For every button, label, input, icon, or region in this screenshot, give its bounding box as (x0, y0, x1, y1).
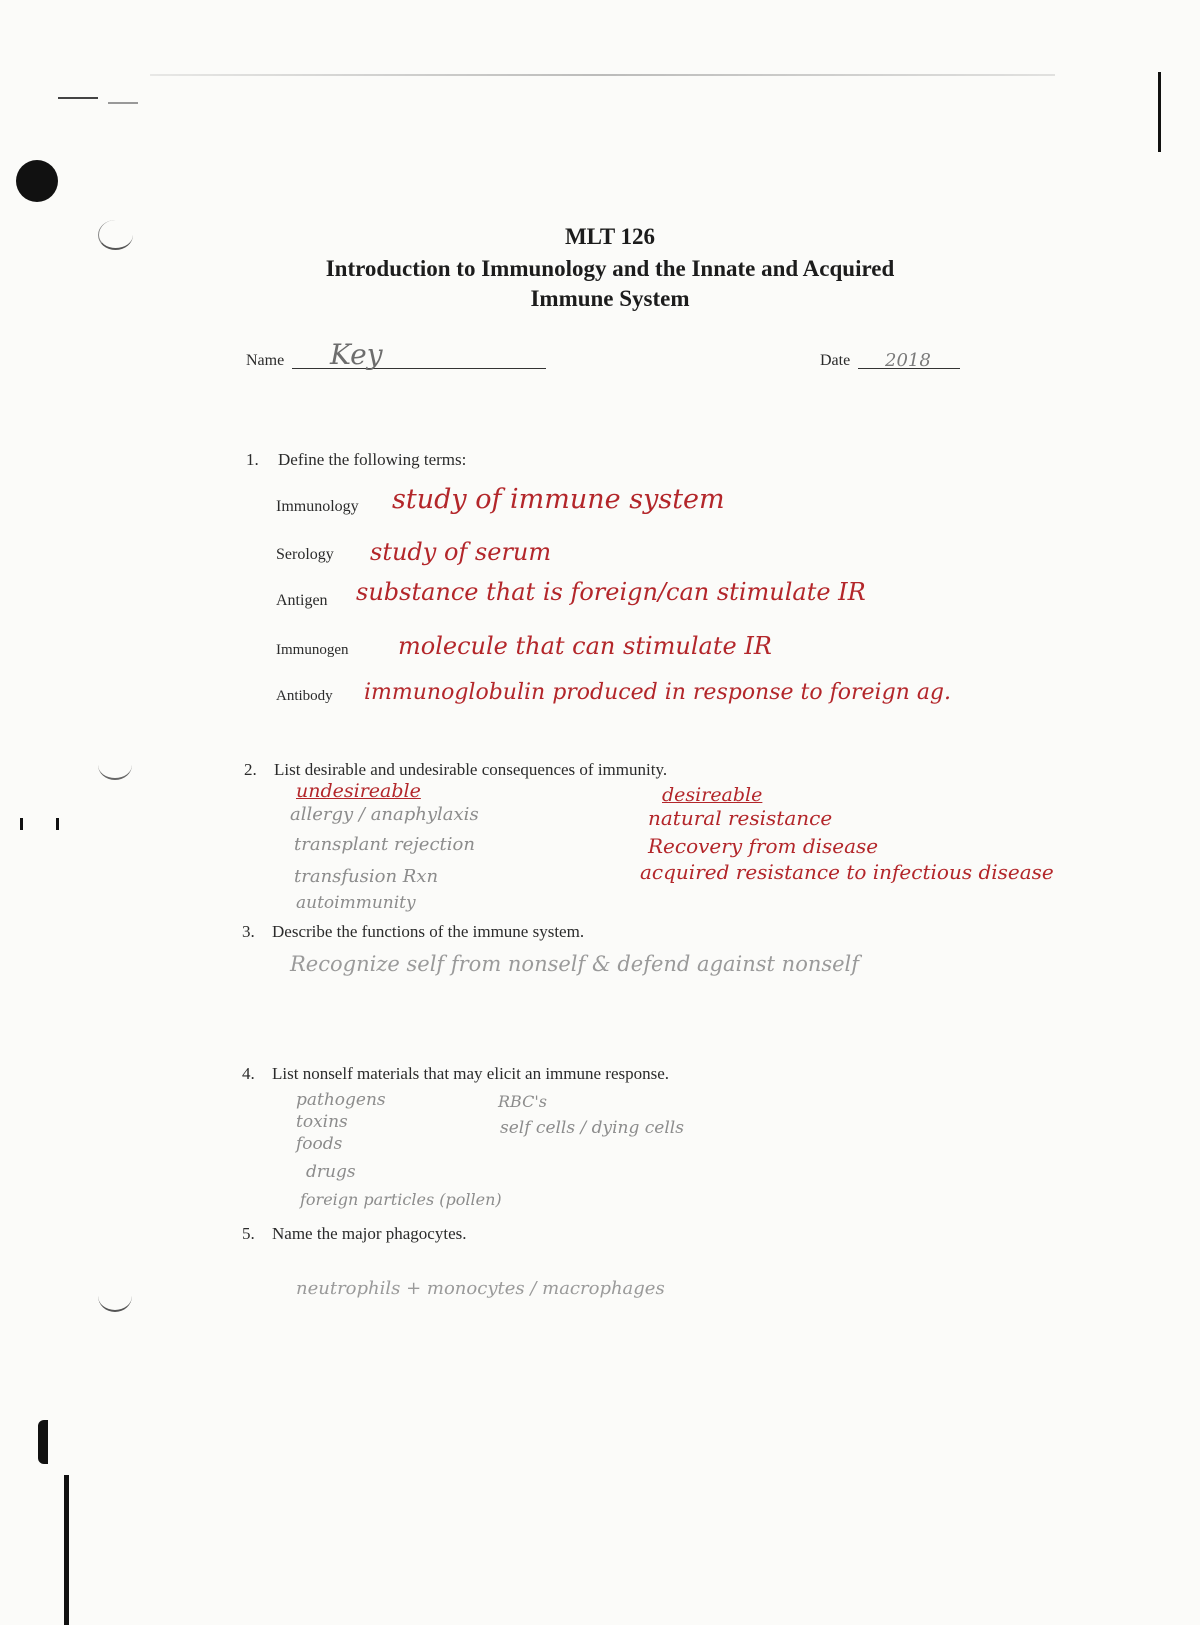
course-code: MLT 126 (564, 224, 656, 249)
q4-number: 4. (242, 1064, 255, 1083)
binder-mark (56, 818, 59, 830)
q4-answer-left: toxins (296, 1112, 348, 1132)
q2-undesirable-item: autoimmunity (296, 893, 416, 913)
punch-hole-icon (16, 160, 58, 202)
q1-answer-immunogen: molecule that can stimulate IR (398, 632, 772, 660)
worksheet-title-line1: Introduction to Immunology and the Innate and Acquired (325, 256, 895, 281)
q4-answer-right: RBC's (498, 1092, 547, 1111)
q2-prompt: List desirable and undesirable consequences of immunity. (274, 760, 668, 779)
binder-mark (64, 1475, 69, 1625)
q2-number: 2. (244, 760, 257, 779)
worksheet-title-line2: Immune System (530, 286, 690, 311)
q4-prompt: List nonself materials that may elicit an immune response. (272, 1064, 670, 1083)
q2-undesirable-item: allergy / anaphylaxis (290, 804, 479, 825)
q1-answer-antibody: immunoglobulin produced in response to foreign ag. (364, 680, 952, 705)
q4-answer-left: foods (296, 1134, 343, 1154)
q3-number: 3. (242, 922, 255, 941)
q1-term-antigen: Antigen (276, 592, 328, 609)
q1-answer-serology: study of serum (370, 538, 552, 566)
q2-desirable-item: Recovery from disease (648, 834, 879, 858)
q1-term-immunogen: Immunogen (276, 642, 349, 658)
scan-top-rule (150, 74, 1055, 76)
q3-prompt: Describe the functions of the immune system. (272, 922, 585, 941)
q4-answer-left: drugs (306, 1162, 356, 1182)
page-edge-mark (1158, 72, 1161, 152)
q1-term-serology: Serology (276, 546, 334, 563)
punch-hole-outline-icon (98, 220, 133, 250)
q2-desirable-item: natural resistance (648, 806, 833, 830)
scan-mark (108, 102, 138, 104)
binder-mark (20, 818, 23, 830)
q2-undesirable-item: transfusion Rxn (294, 866, 439, 887)
q2-undesirable-heading: undesireable (296, 780, 421, 802)
q4-answer-left: pathogens (296, 1090, 386, 1110)
q1-answer-antigen: substance that is foreign/can stimulate IR (356, 578, 866, 606)
scan-mark (58, 97, 98, 99)
q2-undesirable-item: transplant rejection (294, 834, 475, 855)
q1-term-immunology: Immunology (276, 498, 359, 515)
date-value: 2018 (885, 350, 931, 371)
q1-prompt: Define the following terms: (278, 450, 467, 469)
q1-answer-immunology: study of immune system (392, 484, 725, 515)
q5-number: 5. (242, 1224, 255, 1243)
q5-answer: neutrophils + monocytes / macrophages (296, 1278, 665, 1299)
name-value: Key (330, 338, 383, 371)
q4-answer-left: foreign particles (pollen) (300, 1190, 502, 1209)
q3-answer: Recognize self from nonself & defend against nonself (290, 952, 860, 976)
q2-desirable-item: acquired resistance to infectious disease (640, 860, 1054, 884)
binder-mark (38, 1420, 48, 1464)
name-label: Name (246, 352, 285, 369)
q4-answer-right: self cells / dying cells (500, 1118, 684, 1138)
punch-hole-outline-icon (98, 750, 132, 780)
q5-prompt: Name the major phagocytes. (272, 1224, 467, 1243)
q1-term-antibody: Antibody (276, 688, 333, 704)
punch-hole-outline-icon (98, 1280, 132, 1312)
q1-number: 1. (246, 450, 259, 469)
q2-desirable-heading: desireable (662, 784, 763, 806)
date-label: Date (820, 352, 851, 369)
